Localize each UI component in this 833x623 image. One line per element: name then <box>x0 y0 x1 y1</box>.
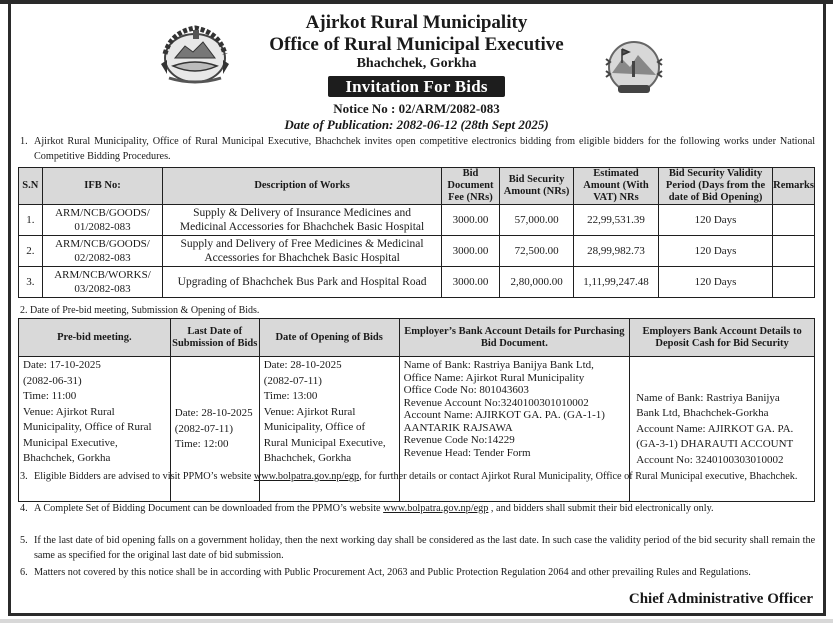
col-submission: Last Date of Submission of Bids <box>170 319 259 357</box>
table-row <box>19 205 815 236</box>
bank-line: Revenue Account No:3240100301010002 <box>403 396 589 409</box>
col-bid-security: Bid Security Amount (NRs) <box>500 168 574 205</box>
table-row <box>19 236 815 267</box>
note-text: If the last date of bid opening falls on a government holiday, then the next working day shall be considered as the last date. In such case the validity period of the bid security shall remain the same as specified for the original last date of bid submission. <box>33 534 816 561</box>
estimated-cell: 22,99,531.39 <box>574 205 659 236</box>
validity-cell: 120 Days <box>658 205 772 236</box>
security-cell: 72,500.00 <box>500 236 574 267</box>
submission-line: (2082-07-11) <box>174 422 234 435</box>
ifb-line: ARM/NCB/GOODS/ <box>55 207 150 219</box>
security-cell: 57,000.00 <box>500 205 574 236</box>
bids-table-header <box>19 168 815 205</box>
col-opening: Date of Opening of Bids <box>259 319 399 357</box>
bank-line: Revenue Code No:14229 <box>403 434 515 446</box>
ifb-cell <box>42 267 163 298</box>
remarks-cell <box>773 205 815 236</box>
col-description: Description of Works <box>163 168 441 205</box>
publication-date: Date of Publication: 2082-06-12 (28th Sept 2025) <box>284 117 549 132</box>
opening-line: Venue: Ajirkot Rural <box>263 405 356 418</box>
office-name: Office of Rural Municipal Executive <box>269 34 564 55</box>
bids-table <box>18 167 815 298</box>
note-text-pre: Eligible Bidders are advised to visit PPMO’s website <box>33 470 254 482</box>
intro-paragraph <box>20 134 815 164</box>
bank-line: AANTARIK RAJSAWA <box>403 421 513 434</box>
schedule-table-header <box>19 319 815 357</box>
prebid-line: Venue: Ajirkot Rural <box>23 405 115 418</box>
prebid-line: Municipal Executive, <box>23 436 118 449</box>
opening-line: (2082-07-11) <box>263 374 322 387</box>
desc-line: Accessories for Bhachchek Basic Hospital <box>204 252 400 264</box>
note-6 <box>20 565 815 580</box>
bank-line: Account Name: AJIRKOT GA. PA. <box>636 422 794 435</box>
col-bank-purchase: Employer’s Bank Account Details for Purchasing Bid Document. <box>399 319 630 357</box>
note-text-post: , for further details or contact Ajirkot Rural Municipality, Office of Rural Municipal executive, Bhachchek. <box>359 470 798 482</box>
title-badge-wrap <box>0 76 833 97</box>
intro-number: 1. <box>20 135 28 147</box>
bank-line: Office Code No: 801043603 <box>403 384 529 396</box>
note-text <box>20 501 815 516</box>
sn-cell: 2. <box>19 236 43 267</box>
submission-line: Time: 12:00 <box>174 438 229 451</box>
ifb-line: 02/2082-083 <box>74 252 131 264</box>
note-3 <box>20 469 815 484</box>
bank-line: Name of Bank: Rastriya Banijya Bank Ltd, <box>403 359 594 371</box>
ifb-line: 03/2082-083 <box>74 283 131 295</box>
prebid-line: Date: 17-10-2025 <box>23 359 101 371</box>
opening-line: Date: 28-10-2025 <box>263 359 342 371</box>
remarks-cell <box>773 267 815 298</box>
ifb-cell <box>42 205 163 236</box>
opening-line: Time: 13:00 <box>263 390 318 402</box>
estimated-cell: 1,11,99,247.48 <box>574 267 659 298</box>
note-text-post: , and bidders shall submit their bid electronically only. <box>488 502 714 514</box>
desc-line: Supply and Delivery of Free Medicines & Medicinal <box>180 238 424 250</box>
fee-cell: 3000.00 <box>441 267 499 298</box>
municipality-name: Ajirkot Rural Municipality <box>305 12 528 33</box>
table-row <box>19 267 815 298</box>
bank-line: Name of Bank: Rastriya Banijya <box>636 391 780 404</box>
col-validity: Bid Security Validity Period (Days from the date of Bid Opening) <box>658 168 772 205</box>
bank-line: Account No: 3240100303010002 <box>636 453 784 466</box>
description-cell <box>163 236 441 267</box>
ifb-line: ARM/NCB/GOODS/ <box>55 238 150 250</box>
note-number: 4. <box>20 502 28 514</box>
submission-line: Date: 28-10-2025 <box>174 407 253 420</box>
prebid-line: Time: 11:00 <box>23 390 77 402</box>
description-cell <box>163 267 441 298</box>
opening-line: Bhachchek, Gorkha <box>263 452 352 464</box>
bank-line: Account Name: AJIRKOT GA. PA. (GA-1-1) <box>403 409 605 421</box>
desc-line: Supply & Delivery of Insurance Medicines and <box>193 207 411 219</box>
bolpatra-link[interactable]: www.bolpatra.gov.np/egp <box>253 470 360 482</box>
col-remarks: Remarks <box>773 168 815 205</box>
validity-cell: 120 Days <box>658 267 772 298</box>
desc-line: Upgrading of Bhachchek Bus Park and Hospital Road <box>177 276 427 288</box>
note-number: 3. <box>20 470 28 482</box>
validity-cell: 120 Days <box>658 236 772 267</box>
note-text: Matters not covered by this notice shall be in according with Public Procurement Act, 2063 and Public Protection Regulation 2064 and other prevailing Rules and Regulations. <box>33 566 751 578</box>
opening-line: Rural Municipal Executive, <box>263 436 386 449</box>
bolpatra-link[interactable]: www.bolpatra.gov.np/egp <box>383 502 489 514</box>
ifb-cell <box>42 236 163 267</box>
desc-line: Medicinal Accessories for Bhachchek Basic Hospital <box>179 221 425 233</box>
sn-cell: 3. <box>19 267 43 298</box>
prebid-line: Municipality, Office of Rural <box>23 421 152 433</box>
invitation-title-badge: Invitation For Bids <box>328 76 504 97</box>
bank-line: Office Name: Ajirkot Rural Municipality <box>403 371 585 384</box>
note-5 <box>20 533 815 563</box>
security-cell: 2,80,000.00 <box>500 267 574 298</box>
note-4 <box>20 501 815 516</box>
fee-cell: 3000.00 <box>441 205 499 236</box>
office-location: Bhachchek, Gorkha <box>356 56 477 71</box>
bank-line: Revenue Head: Tender Form <box>403 446 531 459</box>
col-prebid: Pre-bid meeting. <box>19 319 171 357</box>
sn-cell: 1. <box>19 205 43 236</box>
intro-text: Ajirkot Rural Municipality, Office of Rural Municipal Executive, Bhachchek invites open competitive electronics bidding from eligible bidders for the following works under National Competitive Bidding Procedures. <box>33 135 816 162</box>
section2-title: 2. Date of Pre-bid meeting, Submission & Opening of Bids. <box>20 305 260 316</box>
note-text <box>20 469 815 484</box>
col-ifb-no: IFB No: <box>42 168 163 205</box>
col-bank-security: Employers Bank Account Details to Deposit Cash for Bid Security <box>630 319 815 357</box>
ifb-line: 01/2082-083 <box>74 221 131 233</box>
signature-title: Chief Administrative Officer <box>628 591 813 607</box>
fee-cell: 3000.00 <box>441 236 499 267</box>
notice-number: Notice No : 02/ARM/2082-083 <box>333 101 500 116</box>
opening-line: Municipality, Office of <box>263 421 366 433</box>
prebid-line: (2082-06-31) <box>23 374 82 387</box>
bank-line: Bank Ltd, Bhachchek-Gorkha <box>636 407 769 420</box>
col-sn: S.N <box>19 168 43 205</box>
ifb-line: ARM/NCB/WORKS/ <box>54 269 151 281</box>
estimated-cell: 28,99,982.73 <box>574 236 659 267</box>
note-text-pre: A Complete Set of Bidding Document can be downloaded from the PPMO’s website <box>33 502 384 514</box>
notice-header <box>0 10 833 130</box>
prebid-line: Bhachchek, Gorkha <box>23 452 111 464</box>
bank-line: (GA-3-1) DHARAUTI ACCOUNT <box>636 438 794 451</box>
note-number: 6. <box>20 566 28 578</box>
col-estimated-amount: Estimated Amount (With VAT) NRs <box>574 168 659 205</box>
note-number: 5. <box>20 534 28 546</box>
remarks-cell <box>773 236 815 267</box>
description-cell <box>163 205 441 236</box>
bottom-edge <box>0 619 833 623</box>
col-bid-fee: Bid Document Fee (NRs) <box>441 168 499 205</box>
